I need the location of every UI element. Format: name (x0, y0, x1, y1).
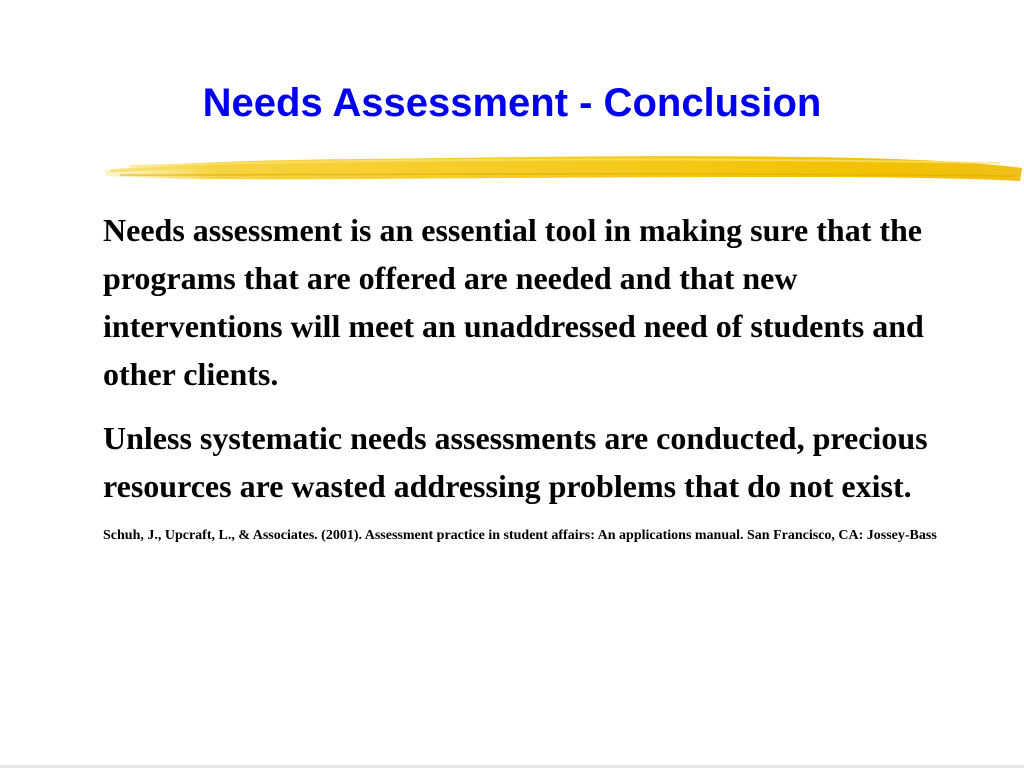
citation: Schuh, J., Upcraft, L., & Associates. (2001). Assessment practice in student affairs: An applications manual. San Francisco, CA: Jossey-Bass (103, 528, 937, 543)
slide-title: Needs Assessment - Conclusion (202, 81, 822, 125)
paragraph-2: Unless systematic needs assessments are conducted, precious resources are wasted addressing problems that do not exist. (103, 420, 928, 504)
paragraph-1: Needs assessment is an essential tool in making sure that the programs that are offered are needed and that new interventions will meet an unaddressed need of students and other clients. (103, 212, 924, 392)
highlighter-stroke (100, 148, 1024, 188)
slide-body (103, 206, 983, 546)
